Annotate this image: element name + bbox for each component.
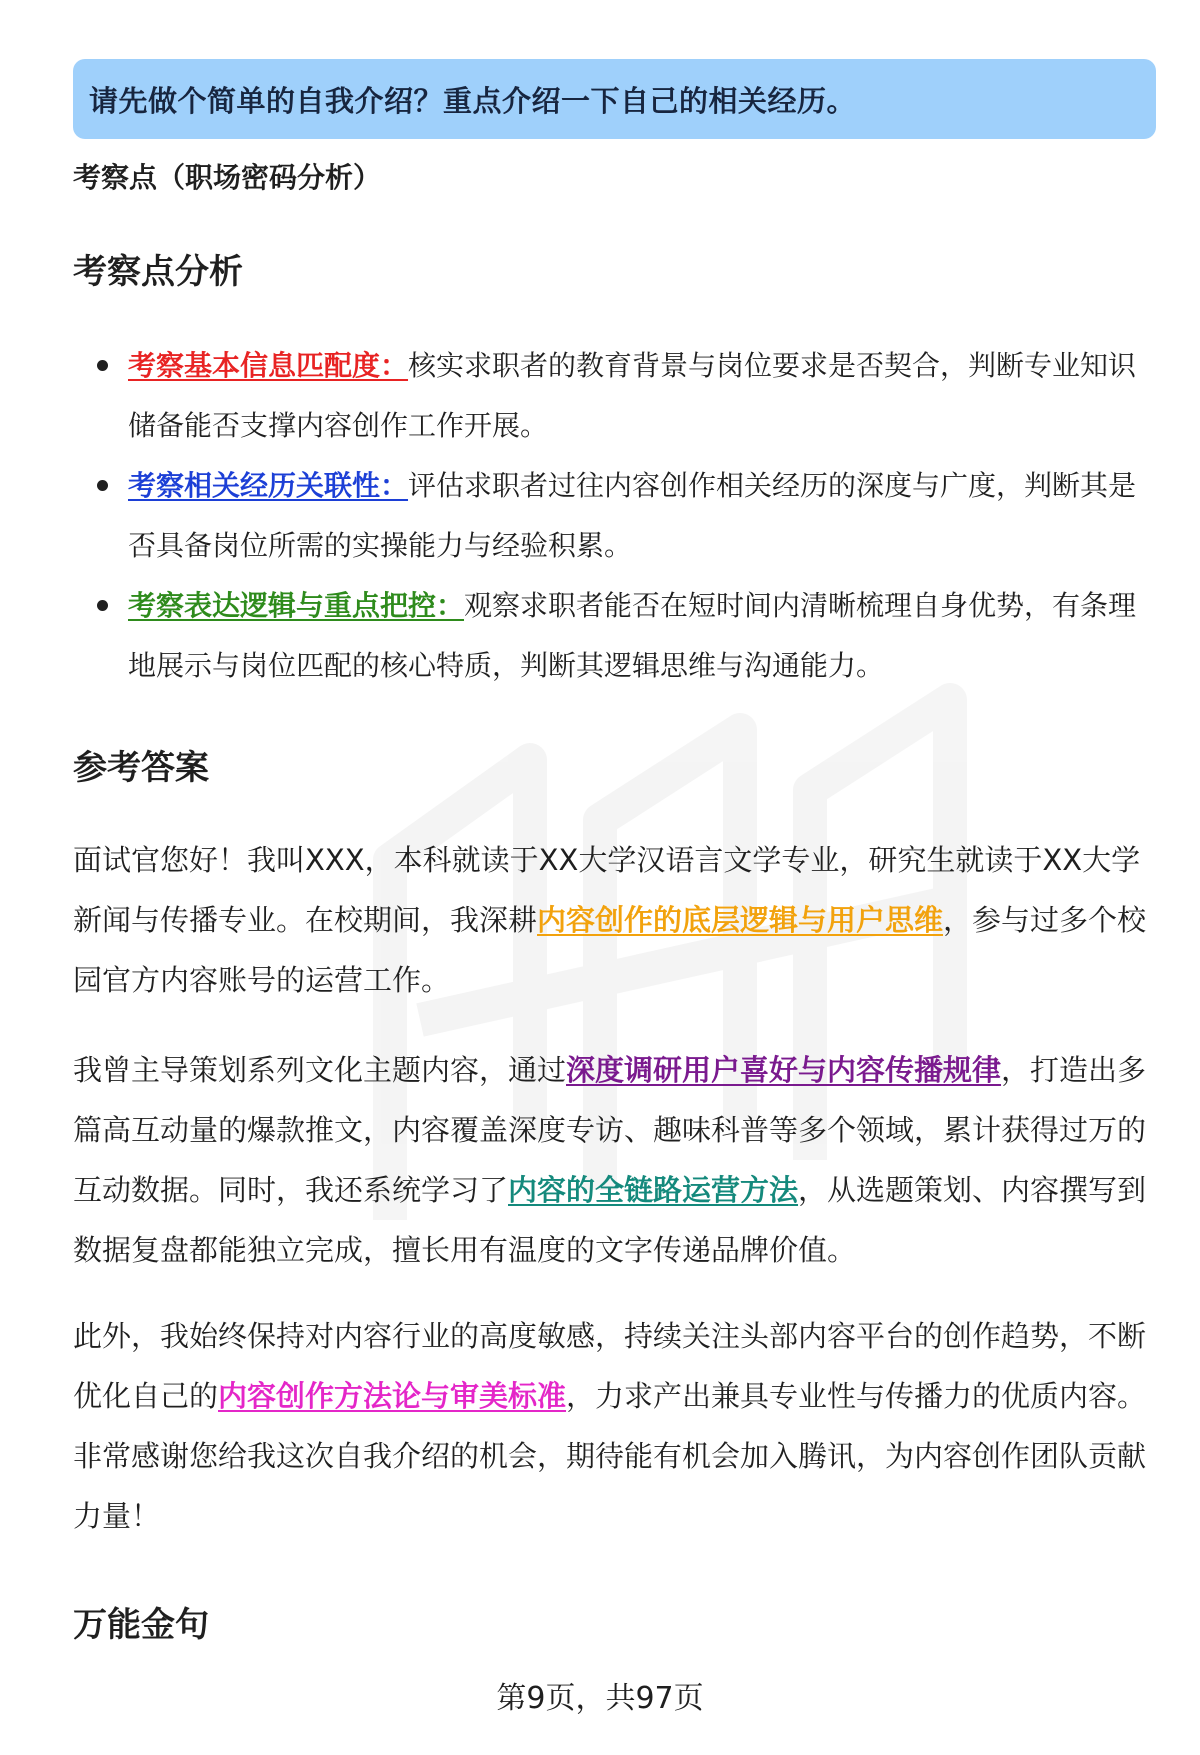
bullet-icon: [97, 360, 108, 371]
para-text: 面试官您好！我叫XXX，本科就读于XX大学汉语言文学专业，研究生就读于XX大学新闻与传播专业。在校期间，我深耕: [73, 843, 1141, 937]
analysis-item: [73, 576, 1156, 696]
para-text: ，打造出多篇高互动量的爆款推文，内容覆盖深度专访、趣味科普等多个领域，累计获得过万的互动数据。同时，我还系统学习了: [73, 1053, 1147, 1207]
para-text: ，参与过多个校园官方内容账号的运营工作。: [73, 903, 1147, 997]
highlight-text: 深度调研用户喜好与内容传播规律: [566, 1053, 1002, 1087]
highlight-text: 内容创作的底层逻辑与用户思维: [537, 903, 944, 937]
analysis-heading: 考察点分析: [73, 252, 243, 292]
analysis-item-lead: 考察基本信息匹配度：: [128, 349, 409, 382]
analysis-item-lead: 考察表达逻辑与重点把控：: [128, 589, 465, 622]
para-text: 此外，我始终保持对内容行业的高度敏感，持续关注头部内容平台的创作趋势，不断优化自己的: [73, 1319, 1147, 1413]
analysis-item: [73, 336, 1156, 456]
answer-paragraph-2: [73, 1040, 1156, 1280]
analysis-item-text: 观察求职者能否在短时间内清晰梳理自身优势，有条理地展示与岗位匹配的核心特质，判断其逻辑思维与沟通能力。: [128, 589, 1137, 682]
golden-sentence-heading: 万能金句: [73, 1605, 209, 1645]
highlight-text: 内容的全链路运营方法: [508, 1173, 799, 1207]
para-text: 我曾主导策划系列文化主题内容，通过: [73, 1053, 567, 1087]
analysis-item-text: 核实求职者的教育背景与岗位要求是否契合，判断专业知识储备能否支撑内容创作工作开展。: [128, 349, 1137, 442]
analysis-item: [73, 456, 1156, 576]
question-text: 请先做个简单的自我介绍？重点介绍一下自己的相关经历。: [89, 83, 857, 118]
answer-heading: 参考答案: [73, 748, 209, 788]
answer-paragraph-1: [73, 830, 1156, 1010]
analysis-item-lead: 考察相关经历关联性：: [128, 469, 409, 502]
question-banner: [73, 59, 1156, 139]
analysis-item-text: 评估求职者过往内容创作相关经历的深度与广度，判断其是否具备岗位所需的实操能力与经验积累。: [128, 469, 1137, 562]
answer-paragraph-3: [73, 1306, 1156, 1546]
section-subtitle: 考察点（职场密码分析）: [73, 161, 382, 194]
page-number: 第9页，共97页: [496, 1681, 704, 1716]
para-text: ，力求产出兼具专业性与传播力的优质内容。非常感谢您给我这次自我介绍的机会，期待能有机会加入腾讯，为内容创作团队贡献力量！: [73, 1379, 1147, 1533]
analysis-list: [73, 336, 1156, 696]
bullet-icon: [97, 480, 108, 491]
bullet-icon: [97, 600, 108, 611]
para-text: ，从选题策划、内容撰写到数据复盘都能独立完成，擅长用有温度的文字传递品牌价值。: [73, 1173, 1147, 1267]
highlight-text: 内容创作方法论与审美标准: [218, 1379, 567, 1413]
